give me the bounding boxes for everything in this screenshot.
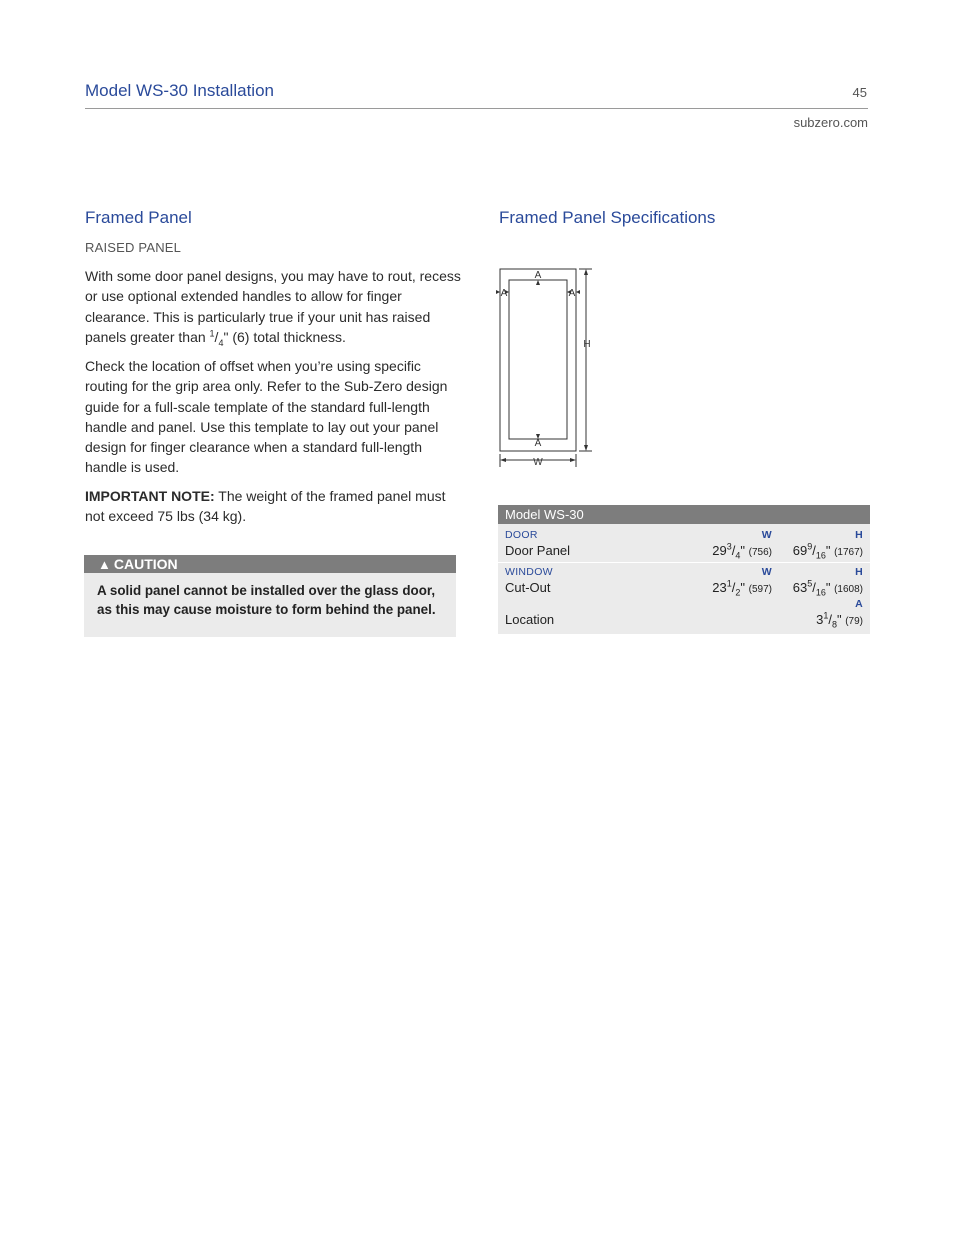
label-a-bottom: A [534,438,542,449]
value-denominator: 2 [735,587,741,598]
paragraph-finger-clearance: With some door panel designs, you may have to rout, recess or use optional extended handles to allow for finger clearance. This is particularly true if your unit has raised panels greater than $^1/_4$" (6) total thickness. [85,268,461,348]
row-divider [498,562,870,563]
paragraph-text: " (6) total thickness. [223,328,346,345]
value-mm: (756) [748,547,772,558]
caution-bar [84,555,456,573]
cut-out-label: Cut-Out [505,580,551,595]
label-w: W [533,457,543,468]
value-numerator: 3 [726,541,732,552]
value-denominator: 16 [815,550,826,561]
value-mm: (1608) [834,584,863,595]
window-a-label: A [855,598,863,610]
door-panel-label: Door Panel [505,543,571,558]
framed-panel-diagram [492,265,602,470]
fraction-numerator: 1 [209,328,215,339]
fraction-denominator: 4 [218,337,224,348]
door-w-label: W [761,529,772,541]
panel-outer-outline [500,269,576,451]
cut-out-row [498,580,870,596]
location-header-row [498,598,870,612]
label-a-left: A [500,288,508,299]
door-width-value: $29^3/_4$" (756) [712,541,772,561]
section-heading-specifications: Framed Panel Specifications [499,208,716,227]
value-whole: 63 [792,580,808,595]
value-mm: (79) [845,616,863,627]
caution-text: A solid panel cannot be installed over the glass door, as this may cause moisture to form behind the panel. [97,583,436,617]
header-divider [85,108,868,109]
value-numerator: 5 [807,578,813,589]
location-label: Location [505,612,555,627]
value-mm: (597) [748,584,772,595]
label-a-top: A [534,270,542,281]
spec-table-title: Model WS-30 [498,505,870,524]
window-height-value: $63^5/_{16}$" (1608) [792,578,863,598]
page-number: 45 [852,85,867,100]
subheading-raised-panel: RAISED PANEL [85,240,182,255]
page-title: Model WS-30 Installation [85,81,274,100]
value-numerator: 9 [807,541,813,552]
value-denominator: 8 [831,619,837,630]
location-value: $3^1/_8$" (79) [816,610,863,630]
window-width-value: $23^1/_2$" (597) [712,578,772,598]
value-mm: (1767) [834,547,863,558]
spec-table [498,505,870,634]
section-heading-framed-panel: Framed Panel [85,208,192,227]
paragraph-text: With some door panel designs, you may have to rout, recess or use optional extended handles to allow for finger clearance. This is particularly true if your unit has raised panels greater than [85,268,461,345]
warning-triangle-icon: ▲ [98,557,111,572]
window-section-label: WINDOW [505,566,553,578]
value-whole: 69 [792,543,808,558]
value-whole: 23 [712,580,727,595]
door-section-label: DOOR [505,529,538,541]
value-whole: 3 [816,612,824,627]
value-numerator: 1 [823,610,829,621]
caution-label: CAUTION [113,556,178,572]
value-denominator: 4 [735,550,741,561]
important-note-text: The weight of the framed panel must not exceed 75 lbs (34 kg). [85,488,446,525]
location-row [498,612,870,628]
window-w-label: W [761,566,772,578]
door-header-row [498,529,870,543]
window-header-row [498,566,870,580]
paragraph-offset-location: Check the location of offset when you’re using specific routing for the grip area only. Refer to the Sub-Zero design guide for a full-scale template of the standard full-length handle and panel. Use this template to lay out your panel design for finger clearance when a standard full-length handle is used. [85,358,448,476]
site-url: subzero.com [793,115,868,130]
value-whole: 29 [712,543,727,558]
window-h-label: H [855,566,863,578]
value-denominator: 16 [815,587,826,598]
paragraph-important-note [85,486,465,527]
panel-window-outline [509,280,567,439]
caution-box [84,555,456,637]
label-a-right: A [568,288,576,299]
value-numerator: 1 [726,578,732,589]
door-panel-row [498,543,870,559]
door-h-label: H [855,529,863,541]
important-note-label: IMPORTANT NOTE: [85,488,215,504]
door-height-value: $69^9/_{16}$" (1767) [792,541,863,561]
label-h: H [583,339,591,350]
